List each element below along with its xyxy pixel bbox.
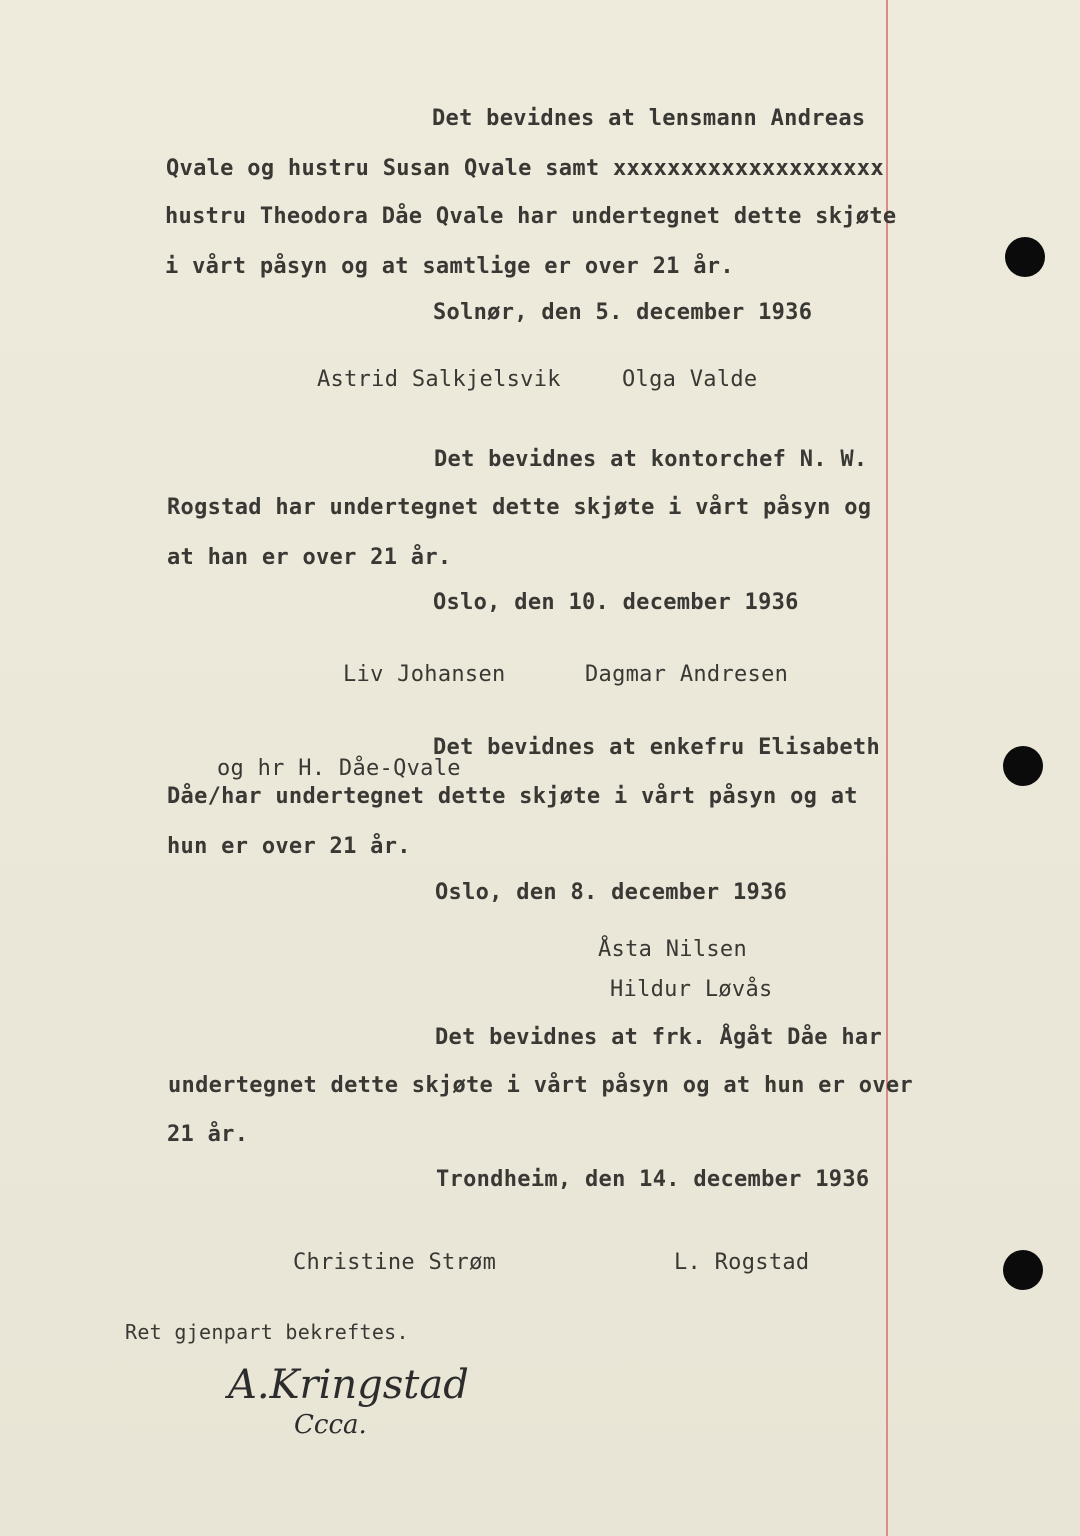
p3-insertion: og hr H. Dåe-Qvale bbox=[217, 756, 461, 781]
p4-line-2: undertegnet dette skjøte i vårt påsyn og at hun er over bbox=[168, 1073, 913, 1098]
p2-line-1: Det bevidnes at kontorchef N. W. bbox=[434, 447, 868, 472]
p4-witness-left: Christine Strøm bbox=[293, 1250, 497, 1275]
signature-note: Ccca. bbox=[294, 1410, 367, 1440]
certification-text: Ret gjenpart bekreftes. bbox=[125, 1320, 409, 1344]
margin-line bbox=[886, 0, 888, 1536]
punch-hole-middle bbox=[1003, 746, 1043, 786]
p2-witness-right: Dagmar Andresen bbox=[585, 662, 789, 687]
p2-line-3: at han er over 21 år. bbox=[167, 545, 452, 570]
p3-line-2: Dåe/har undertegnet dette skjøte i vårt påsyn og at bbox=[167, 784, 858, 809]
p4-line-1: Det bevidnes at frk. Ågåt Dåe har bbox=[435, 1025, 882, 1050]
p3-line-1: Det bevidnes at enkefru Elisabeth bbox=[433, 735, 880, 760]
p2-witness-left: Liv Johansen bbox=[343, 662, 506, 687]
punch-hole-top bbox=[1005, 237, 1045, 277]
p4-place-date: Trondheim, den 14. december 1936 bbox=[436, 1167, 870, 1192]
p3-place-date: Oslo, den 8. december 1936 bbox=[435, 880, 788, 905]
p3-witness-2: Hildur Løvås bbox=[610, 977, 773, 1002]
p2-line-2: Rogstad har undertegnet dette skjøte i vårt påsyn og bbox=[167, 495, 872, 520]
p1-witness-left: Astrid Salkjelsvik bbox=[317, 367, 561, 392]
p1-place-date: Solnør, den 5. december 1936 bbox=[433, 300, 813, 325]
p4-witness-right: L. Rogstad bbox=[674, 1250, 810, 1275]
handwritten-signature: A.Kringstad bbox=[228, 1362, 469, 1408]
p4-line-3: 21 år. bbox=[167, 1122, 249, 1147]
p1-line-2: Qvale og hustru Susan Qvale samt xxxxxxxxxxxxxxxxxxxx bbox=[166, 156, 884, 181]
p3-line-3: hun er over 21 år. bbox=[167, 834, 411, 859]
p1-line-1: Det bevidnes at lensmann Andreas bbox=[432, 106, 866, 131]
punch-hole-bottom bbox=[1003, 1250, 1043, 1290]
p2-place-date: Oslo, den 10. december 1936 bbox=[433, 590, 799, 615]
p3-witness-1: Åsta Nilsen bbox=[598, 937, 747, 962]
p1-witness-right: Olga Valde bbox=[622, 367, 758, 392]
p1-line-3: hustru Theodora Dåe Qvale har undertegnet dette skjøte bbox=[165, 204, 897, 229]
p1-line-4: i vårt påsyn og at samtlige er over 21 år. bbox=[165, 254, 734, 279]
